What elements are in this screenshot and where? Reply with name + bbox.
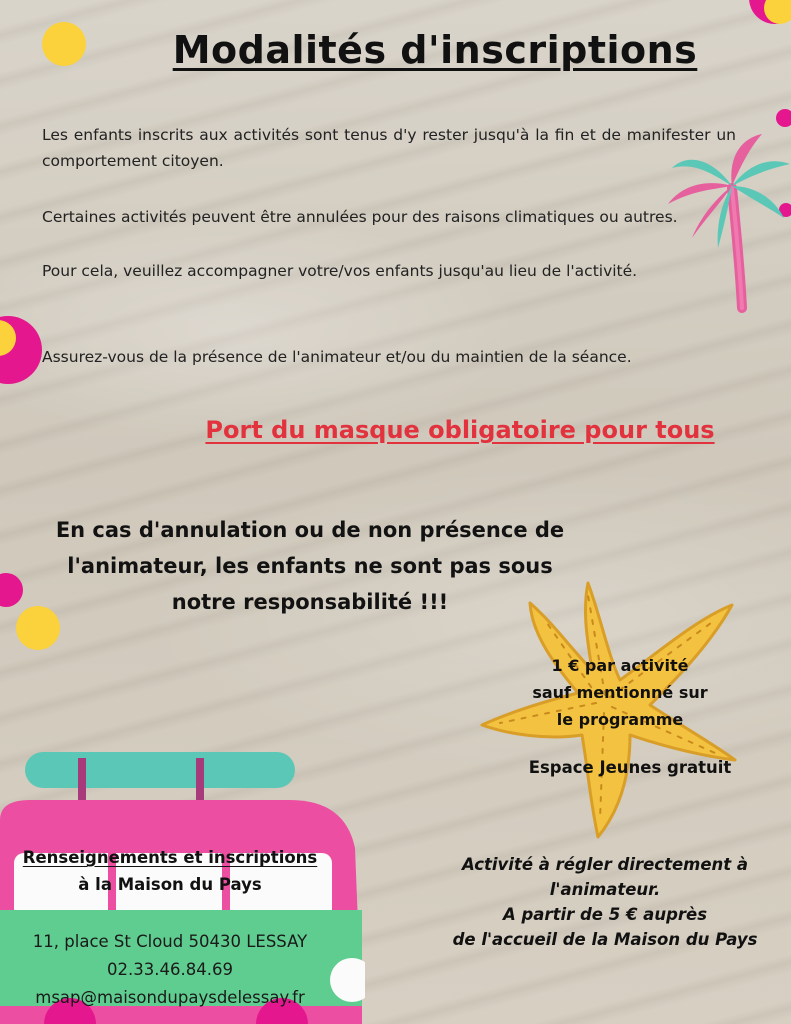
payment-note [420, 852, 790, 952]
warning-line-2: l'animateur, les enfants ne sont pas sous [67, 554, 553, 578]
contact-address: 11, place St Cloud 50430 LESSAY [32, 932, 308, 951]
page-title: Modalités d'inscriptions [172, 28, 698, 72]
paragraph-accompany: Pour cela, veuillez accompagner votre/vos enfants jusqu'au lieu de l'activité. [42, 262, 638, 280]
info-heading-block [0, 844, 340, 898]
yellow-dot-top-left [42, 22, 86, 66]
payment-line-2: l'animateur. [549, 880, 661, 899]
contact-phone[interactable]: 02.33.46.84.69 [107, 960, 233, 979]
payment-line-3: A partir de 5 € auprès [502, 905, 708, 924]
responsibility-warning [10, 512, 610, 620]
price-line-2: sauf mentionné sur [532, 683, 708, 702]
info-heading: Renseignements et inscriptions [22, 848, 318, 867]
paragraph-cancellation: Certaines activités peuvent être annulées pour des raisons climatiques ou autres. [42, 208, 678, 226]
price-line-3: le programme [556, 710, 684, 729]
paragraph-check-animator: Assurez-vous de la présence de l'animateur et/ou du maintien de la séance. [42, 348, 632, 366]
mask-notice: Port du masque obligatoire pour tous [205, 416, 715, 444]
payment-line-1: Activité à régler directement à [461, 855, 749, 874]
price-line-1: 1 € par activité [551, 656, 689, 675]
contact-block [0, 928, 340, 1012]
paragraph-rules: Les enfants inscrits aux activités sont tenus d'y rester jusqu'à la fin et de manifester un comportement citoyen. [42, 126, 736, 170]
youth-free-notice: Espace Jeunes gratuit [528, 758, 732, 777]
warning-line-1: En cas d'annulation ou de non présence de [55, 518, 565, 542]
contact-email[interactable]: msap@maisondupaysdelessay.fr [35, 988, 305, 1007]
info-subheading: à la Maison du Pays [78, 875, 262, 894]
pricing-info [500, 652, 740, 733]
warning-line-3: notre responsabilité !!! [171, 590, 449, 614]
surfboard [25, 752, 295, 788]
payment-line-4: de l'accueil de la Maison du Pays [452, 930, 758, 949]
